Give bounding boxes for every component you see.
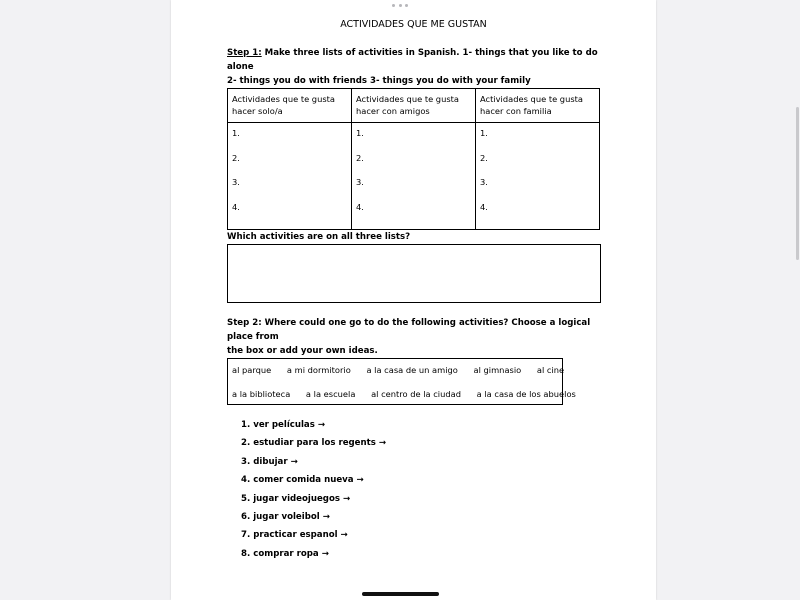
place-option: a la casa de los abuelos — [476, 389, 576, 399]
list-item: 5. jugar videojuegos → — [241, 493, 351, 504]
list-number: 3. — [480, 177, 488, 188]
step2-line-1: Step 2: Where could one go to do the following activities? Choose a logical place from — [227, 318, 591, 342]
table-column-friends[interactable] — [352, 123, 476, 230]
place-option: a mi dormitorio — [286, 365, 351, 375]
list-item: 7. practicar espanol → — [241, 530, 348, 541]
list-item: 6. jugar voleibol → — [241, 511, 330, 522]
list-number: 3. — [356, 177, 364, 188]
list-number: 1. — [480, 128, 488, 138]
home-indicator[interactable] — [362, 592, 439, 596]
table-header-alone: Actividades que te gusta hacer solo/a — [228, 89, 352, 123]
answer-box[interactable] — [227, 244, 601, 303]
step2-line-2: the box or add your own ideas. — [227, 346, 378, 356]
place-option: al centro de la ciudad — [371, 389, 461, 399]
list-number: 2. — [480, 152, 488, 163]
list-item: 1. ver películas → — [241, 420, 326, 430]
place-option: al parque — [232, 365, 272, 375]
table-column-alone[interactable] — [228, 123, 352, 230]
place-option: a la biblioteca — [232, 389, 291, 399]
places-row-2 — [232, 389, 576, 399]
list-item: 2. estudiar para los regents → — [241, 438, 387, 449]
page-title: ACTIVIDADES QUE ME GUSTAN — [340, 19, 487, 30]
step2-instructions — [227, 316, 607, 358]
scrollbar[interactable] — [796, 107, 799, 260]
place-option: al gimnasio — [473, 365, 522, 375]
more-dots-icon[interactable] — [392, 2, 408, 8]
list-number: 2. — [232, 152, 240, 163]
table-header-friends: Actividades que te gusta hacer con amigos — [352, 89, 476, 123]
table-header-family: Actividades que te gusta hacer con familia — [476, 89, 600, 123]
activities-table — [227, 88, 600, 230]
list-number: 1. — [232, 128, 240, 138]
list-number: 2. — [356, 152, 364, 163]
list-number: 4. — [232, 201, 240, 212]
step1-text-b: 2- things you do with friends 3- things you do with your family — [227, 76, 531, 86]
list-item: 3. dibujar → — [241, 456, 298, 467]
place-option: al cine — [536, 365, 565, 375]
place-option: a la escuela — [305, 389, 356, 399]
place-option: a la casa de un amigo — [366, 365, 458, 375]
places-box — [227, 358, 576, 405]
step1-label: Step 1: — [227, 48, 262, 58]
step1-instructions — [227, 46, 607, 88]
list-number: 1. — [356, 128, 364, 138]
list-number: 4. — [480, 201, 488, 212]
step1-text-a: Make three lists of activities in Spanish. 1- things that you like to do alone — [227, 48, 598, 72]
list-number: 4. — [356, 201, 364, 212]
question-text: Which activities are on all three lists? — [227, 232, 411, 242]
list-number: 3. — [232, 177, 240, 188]
list-item: 8. comprar ropa → — [241, 548, 329, 559]
table-column-family[interactable] — [476, 123, 600, 230]
places-row-1 — [232, 365, 565, 375]
activities-list — [241, 418, 541, 565]
list-item: 4. comer comida nueva → — [241, 475, 364, 486]
